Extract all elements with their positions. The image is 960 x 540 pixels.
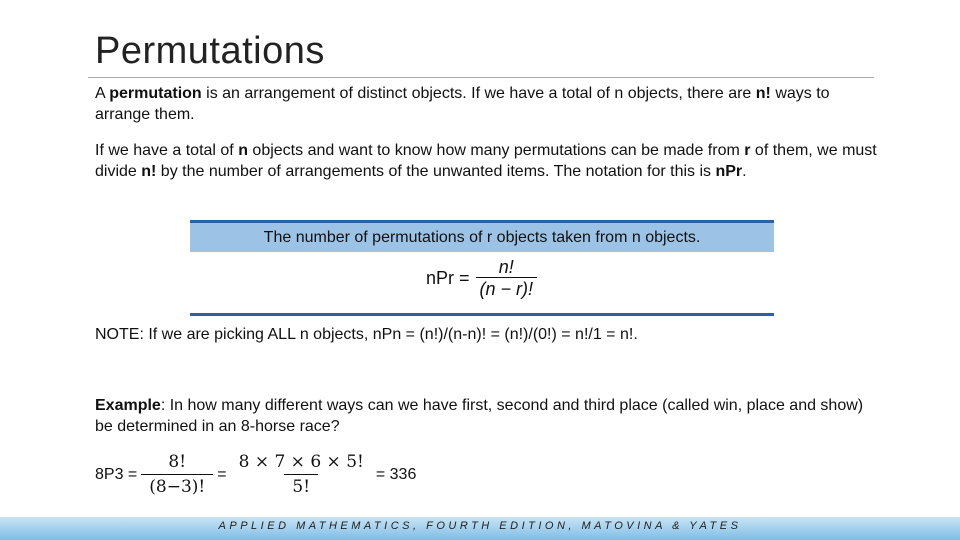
term-npr: nPr [715, 163, 743, 180]
calc-fraction-1 [141, 450, 213, 499]
term-n-factorial: n! [755, 85, 771, 102]
formula-box [190, 220, 774, 316]
permutation-formula [426, 257, 537, 300]
footer-text: APPLIED MATHEMATICS, FOURTH EDITION, MATOVINA & YATES [218, 520, 742, 532]
term-n: n [238, 142, 248, 159]
example-label: Example [95, 397, 161, 414]
note-text: NOTE: If we are picking ALL n objects, nPn = (n!)/(n-n)! = (n!)/(0!) = n!/1 = n!. [95, 326, 638, 343]
slide-title: Permutations [95, 30, 325, 72]
text: by the number of arrangements of the unwanted items. The notation for this is [156, 163, 716, 180]
text: is an arrangement of distinct objects. If we have a total of n objects, there are [201, 85, 756, 102]
text: objects and want to know how many permutations can be made from [247, 142, 745, 159]
formula-lhs: nPr = [426, 268, 470, 288]
definition-paragraph [95, 83, 885, 125]
text: of them, we must divide [95, 142, 877, 180]
example-calculation [95, 450, 416, 499]
formula-denominator: (n − r)! [476, 277, 538, 300]
term-r: r [744, 142, 751, 159]
text: . [742, 163, 747, 180]
text: ways to arrange them. [95, 85, 830, 123]
text: A [95, 85, 110, 102]
title-divider [88, 77, 874, 78]
calc-fraction-2 [231, 450, 372, 499]
formula-box-header: The number of permutations of r objects taken from n objects. [190, 223, 774, 252]
example-text: : In how many different ways can we have first, second and third place (called win, place and show) be determined in an 8-horse race? [95, 397, 864, 435]
formula-fraction [476, 257, 538, 300]
calc-lhs: 8P3 = [95, 465, 138, 483]
calc-fraction-2-denominator: 5! [284, 474, 318, 499]
calc-fraction-1-numerator: 8! [168, 452, 187, 472]
formula-numerator: n! [498, 257, 514, 277]
calc-result: = 336 [375, 465, 417, 483]
term-n-factorial: n! [141, 163, 157, 180]
notation-paragraph [95, 140, 885, 182]
term-permutation: permutation [109, 85, 202, 102]
calc-equals: = [217, 465, 227, 483]
calc-fraction-1-denominator: (8−3)! [141, 474, 213, 499]
example-paragraph [95, 395, 885, 437]
calc-fraction-2-numerator: 8 × 7 × 6 × 5! [238, 452, 364, 472]
text: If we have a total of [95, 142, 239, 159]
